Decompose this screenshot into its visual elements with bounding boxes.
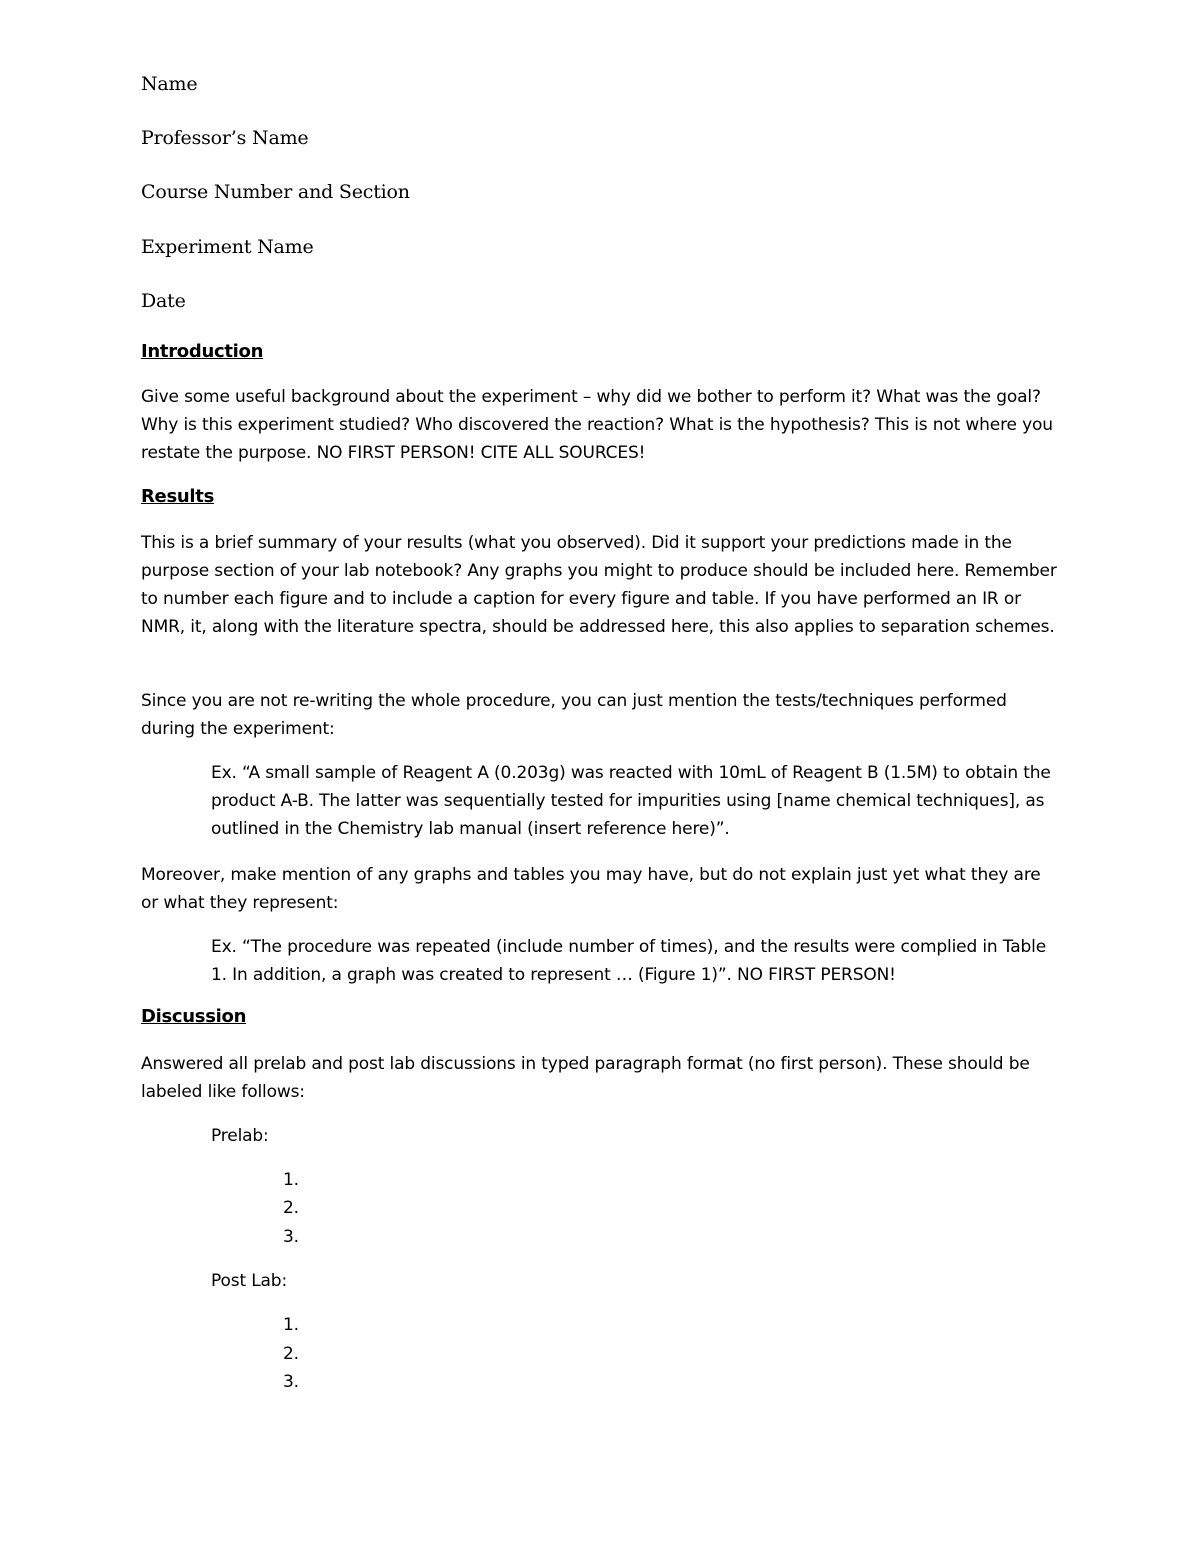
postlab-item-3: 3. [283, 1372, 299, 1392]
prelab-item-1: 1. [283, 1170, 299, 1190]
experiment-name-line: Experiment Name [141, 236, 314, 258]
discussion-heading: Discussion [141, 1006, 247, 1027]
course-line: Course Number and Section [141, 181, 410, 203]
results-paragraph-2: Since you are not re-writing the whole procedure, you can just mention the tests/techniques performed during the experiment: [141, 691, 1007, 739]
results-heading: Results [141, 486, 214, 507]
results-example-2: Ex. “The procedure was repeated (include number of times), and the results were complied in Table 1. In addition, a graph was created to represent … (Figure 1)”. NO FIRST PERSON! [211, 937, 1047, 985]
date-line: Date [141, 290, 186, 312]
student-name-line: Name [141, 73, 198, 95]
postlab-item-2: 2. [283, 1344, 299, 1364]
results-paragraph-3: Moreover, make mention of any graphs and tables you may have, but do not explain just yet what they are or what they represent: [141, 865, 1041, 913]
results-example-1: Ex. “A small sample of Reagent A (0.203g) was reacted with 10mL of Reagent B (1.5M) to obtain the product A-B. The latter was sequentially tested for impurities using [name chemical techniques], as outlined in the Chemistry lab manual (insert reference here)”. [211, 763, 1051, 839]
prelab-item-2: 2. [283, 1198, 299, 1218]
discussion-text: Answered all prelab and post lab discussions in typed paragraph format (no first person). These should be labeled like follows: [141, 1054, 1030, 1102]
results-paragraph-1: This is a brief summary of your results (what you observed). Did it support your predictions made in the purpose section of your lab notebook? Any graphs you might to produce should be included here. Remember to number each figure and to include a caption for every figure and table. If you have performed an IR or NMR, it, along with the literature spectra, should be addressed here, this also applies to separation schemes. [141, 533, 1057, 637]
postlab-item-1: 1. [283, 1315, 299, 1335]
prelab-item-3: 3. [283, 1227, 299, 1247]
postlab-label: Post Lab: [211, 1271, 288, 1291]
introduction-text: Give some useful background about the experiment – why did we bother to perform it? What was the goal? Why is this experiment studied? Who discovered the reaction? What is the hypothesis? This is not where you restate the purpose. NO FIRST PERSON! CITE ALL SOURCES! [141, 387, 1053, 463]
prelab-label: Prelab: [211, 1126, 269, 1146]
professor-name-line: Professor’s Name [141, 127, 309, 149]
introduction-heading: Introduction [141, 341, 264, 362]
